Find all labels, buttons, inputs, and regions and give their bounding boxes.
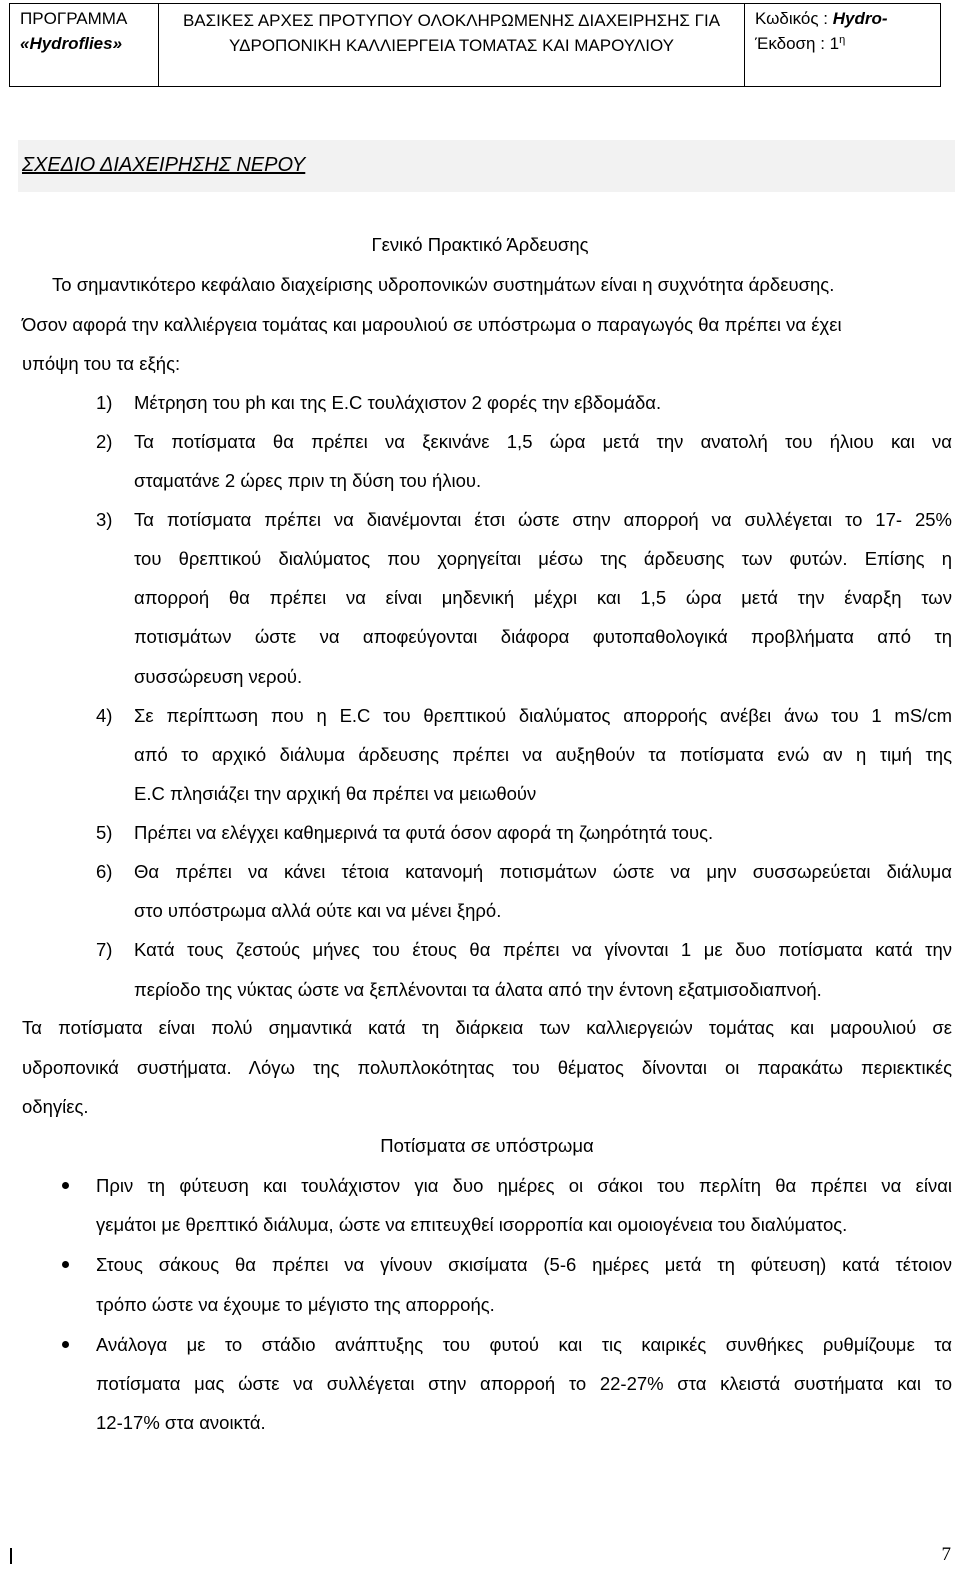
bullet-icon xyxy=(62,1341,69,1348)
change-bar xyxy=(10,1548,12,1564)
code-line xyxy=(755,6,934,31)
intro-line-1: Το σημαντικότερο κεφάλαιο διαχείρισης υδροπονικών συστημάτων είναι η συχνότητα άρδευσης. xyxy=(52,274,835,295)
bullet-line: Ανάλογα με το στάδιο ανάπτυξης του φυτού και τις καιρικές συνθήκες ρυθμίζουμε τα xyxy=(96,1334,952,1355)
subheading-general-irrigation: Γενικό Πρακτικό Άρδευσης xyxy=(371,234,589,255)
item-line: Τα ποτίσματα πρέπει να διανέμονται έτσι ώστε στην απορροή να συλλέγεται το 17- 25% xyxy=(134,509,952,530)
item-number: 3) xyxy=(96,509,113,530)
section-title-band xyxy=(18,140,955,192)
bullet-line: ποτίσματα μας ώστε να συλλέγεται στην απορροή το 22-27% στα κλειστά συστήματα και το xyxy=(96,1373,952,1394)
item-line: σταματάνε 2 ώρες πριν τη δύση του ήλιου. xyxy=(134,470,482,491)
item-line: E.C πλησιάζει την αρχική θα πρέπει να μειωθούν xyxy=(134,783,537,804)
code-label: Κωδικός : xyxy=(755,9,833,28)
item-number: 6) xyxy=(96,861,113,882)
item-line: Κατά τους ζεστούς μήνες του έτους θα πρέπει να γίνονται 1 με δυο ποτίσματα κατά την xyxy=(134,939,952,960)
item-line: ποτισμάτων ώστε να αποφεύγονται διάφορα φυτοπαθολογικά προβλήματα από τη xyxy=(134,626,952,647)
bullet-line: Στους σάκους θα πρέπει να γίνουν σκισίματα (5-6 ημέρες μετά τη φύτευση) κατά τέτοιον xyxy=(96,1254,952,1275)
program-label: ΠΡΟΓΡΑΜΜΑ xyxy=(20,9,128,28)
item-line: στο υπόστρωμα αλλά ούτε και να μένει ξηρό. xyxy=(134,900,502,921)
paragraph-line-3: οδηγίες. xyxy=(22,1096,89,1117)
item-line: Θα πρέπει να κάνει τέτοια κατανομή ποτισμάτων ώστε να μην συσσωρεύεται διάλυμα xyxy=(134,861,952,882)
paragraph-line-2: υδροπονικά συστήματα. Λόγω της πολυπλοκότητας του θέματος δίνονται οι παρακάτω περιεκτικές xyxy=(22,1057,952,1078)
item-line: Σε περίπτωση που η E.C του θρεπτικού διαλύματος απορροής ανέβει άνω του 1 mS/cm xyxy=(134,705,952,726)
bullet-line: τρόπο ώστε να έχουμε το μέγιστο της απορροής. xyxy=(96,1294,495,1315)
header-title-line2: ΥΔΡΟΠΟΝΙΚΗ ΚΑΛΛΙΕΡΓΕΙΑ ΤΟΜΑΤΑΣ ΚΑΙ ΜΑΡΟΥΛΙΟΥ xyxy=(229,36,674,55)
edition-label: Έκδοση : 1 xyxy=(755,34,840,53)
intro-line-2: Όσον αφορά την καλλιέργεια τομάτας και μαρουλιού σε υπόστρωμα ο παραγωγός θα πρέπει να έχει xyxy=(22,314,842,335)
edition-line xyxy=(755,31,934,56)
item-line: Τα ποτίσματα θα πρέπει να ξεκινάνε 1,5 ώρα μετά την ανατολή του ήλιου και να xyxy=(134,431,952,452)
intro-line-3: υπόψη του τα εξής: xyxy=(22,353,181,374)
header-program-cell xyxy=(10,4,159,86)
item-line: περίοδο της νύκτας ώστε να ξεπλένονται τα άλατα από την έντονη εξατμισοδιαπνοή. xyxy=(134,979,822,1000)
item-line: από το αρχικό διάλυμα άρδευσης πρέπει να αυξηθούν τα ποτίσματα ενώ αν η τιμή της xyxy=(134,744,952,765)
header-code-cell xyxy=(745,4,940,86)
edition-sup: η xyxy=(839,34,846,46)
section-title: ΣΧΕΔΙΟ ΔΙΑΧΕΙΡΗΣΗΣ ΝΕΡΟΥ xyxy=(22,154,306,176)
item-number: 1) xyxy=(96,392,113,413)
item-number: 5) xyxy=(96,822,113,843)
item-line: συσσώρευση νερού. xyxy=(134,666,303,687)
bullet-line: Πριν τη φύτευση και τουλάχιστον για δυο ημέρες οι σάκοι του περλίτη θα πρέπει να είναι xyxy=(96,1175,952,1196)
code-value: Hydro- xyxy=(832,9,888,28)
item-number: 2) xyxy=(96,431,113,452)
program-name: «Hydroflies» xyxy=(20,34,123,53)
item-line: απορροή θα πρέπει να είναι μηδενική μέχρι και 1,5 ώρα μετά την έναρξη των xyxy=(134,587,952,608)
item-number: 7) xyxy=(96,939,113,960)
bullet-line: γεμάτοι με θρεπτικό διάλυμα, ώστε να επιτευχθεί ισορροπία και ομοιογένεια του διαλύματος. xyxy=(96,1214,848,1235)
item-line: Πρέπει να ελέγχει καθημερινά τα φυτά όσον αφορά τη ζωηρότητά τους. xyxy=(134,822,714,843)
bullet-icon xyxy=(62,1182,69,1189)
bullet-icon xyxy=(62,1261,69,1268)
document-header xyxy=(9,3,941,87)
item-line: Μέτρηση του ph και της E.C τουλάχιστον 2 φορές την εβδομάδα. xyxy=(134,392,662,413)
item-line: του θρεπτικού διαλύματος που χορηγείται μέσω της άρδευσης των φυτών. Επίσης η xyxy=(134,548,952,569)
paragraph-line-1: Τα ποτίσματα είναι πολύ σημαντικά κατά τη διάρκεια των καλλιεργειών τομάτας και μαρουλιού σε xyxy=(22,1017,952,1038)
header-title-line1: ΒΑΣΙΚΕΣ ΑΡΧΕΣ ΠΡΟΤΥΠΟΥ ΟΛΟΚΛΗΡΩΜΕΝΗΣ ΔΙΑΧΕΙΡΗΣΗΣ ΓΙΑ xyxy=(182,11,721,30)
page-number: 7 xyxy=(941,1544,951,1565)
subheading-substrate-irrigation: Ποτίσματα σε υπόστρωμα xyxy=(380,1135,594,1156)
item-number: 4) xyxy=(96,705,113,726)
header-title-cell xyxy=(159,4,745,86)
bullet-line: 12-17% στα ανοικτά. xyxy=(96,1412,266,1433)
